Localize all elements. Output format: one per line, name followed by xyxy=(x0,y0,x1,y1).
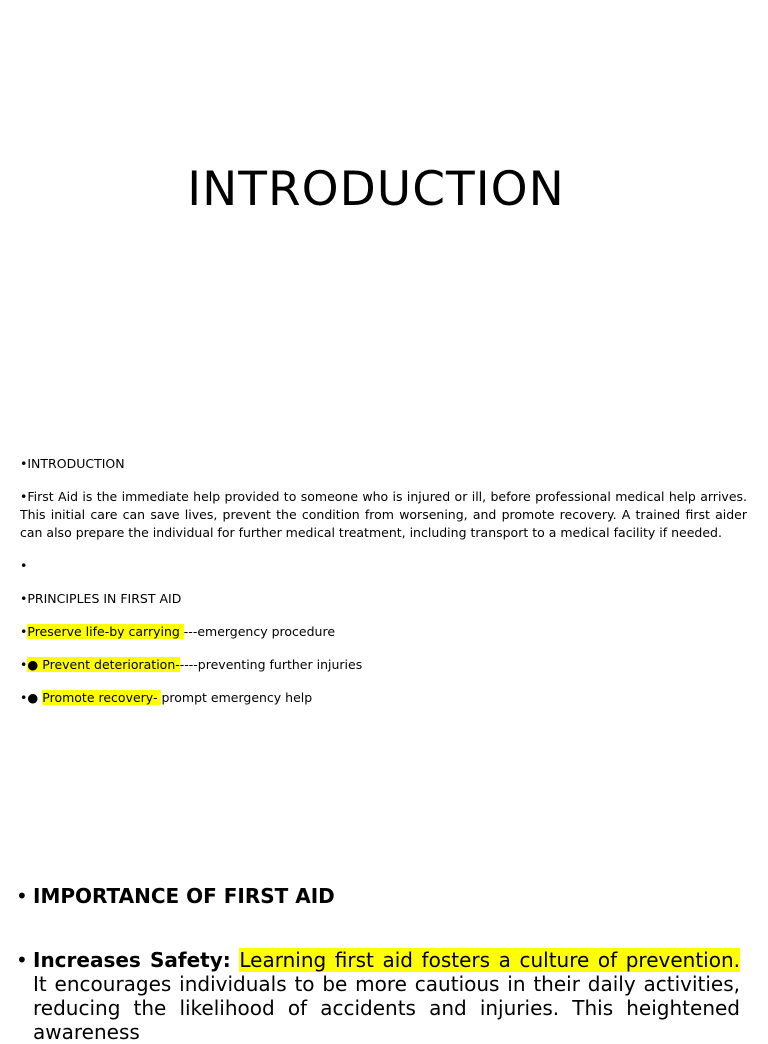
intro-paragraph xyxy=(20,488,747,542)
empty-bullet xyxy=(20,557,747,575)
principle-highlight-text: Prevent deterioration- xyxy=(38,657,180,672)
principle-rest: prompt emergency help xyxy=(161,690,313,705)
bullet: • xyxy=(20,591,28,606)
importance-item-rest: It encourages individuals to be more cautious in their daily activities, reducing the likelihood of accidents and injuries. This heightened awareness xyxy=(33,972,740,1044)
principle-rest: ---emergency procedure xyxy=(183,624,336,639)
intro-heading-text: INTRODUCTION xyxy=(27,456,125,471)
principle-highlight: Promote recovery- xyxy=(42,690,162,705)
principle-rest: ----preventing further injuries xyxy=(179,657,363,672)
principle-highlight: Preserve life-by carrying xyxy=(27,624,184,639)
importance-heading-text: IMPORTANCE OF FIRST AID xyxy=(33,884,335,908)
bullet: • xyxy=(20,558,28,573)
principle-highlight xyxy=(27,657,179,672)
intro-paragraph-text: First Aid is the immediate help provided to someone who is injured or ill, before professional medical help arrives. This initial care can save lives, prevent the condition from worsening, and promote recovery. A trained first aider can also prepare the individual for further medical treatment, including transport to a medical facility if needed. xyxy=(20,489,747,540)
bullet: • xyxy=(16,884,28,908)
principles-heading xyxy=(20,590,747,608)
dot-bullet: ● xyxy=(27,690,39,705)
intro-heading xyxy=(20,455,747,473)
importance-item-highlight: Learning first aid fosters a culture of prevention. xyxy=(239,948,741,972)
importance-item xyxy=(16,948,740,1044)
importance-heading xyxy=(16,884,740,908)
principles-heading-text: PRINCIPLES IN FIRST AID xyxy=(27,591,182,606)
bullet: • xyxy=(20,624,28,639)
dot-bullet: ● xyxy=(27,657,39,672)
bullet: • xyxy=(20,489,28,504)
principle-item xyxy=(20,689,747,707)
bullet: • xyxy=(20,690,28,705)
bullet: • xyxy=(20,456,28,471)
bullet: • xyxy=(16,948,28,972)
importance-item-label: Increases Safety: xyxy=(33,948,231,972)
principle-item xyxy=(20,656,747,674)
slide-title: INTRODUCTION xyxy=(187,162,565,217)
bullet: • xyxy=(20,657,28,672)
principle-item xyxy=(20,623,747,641)
